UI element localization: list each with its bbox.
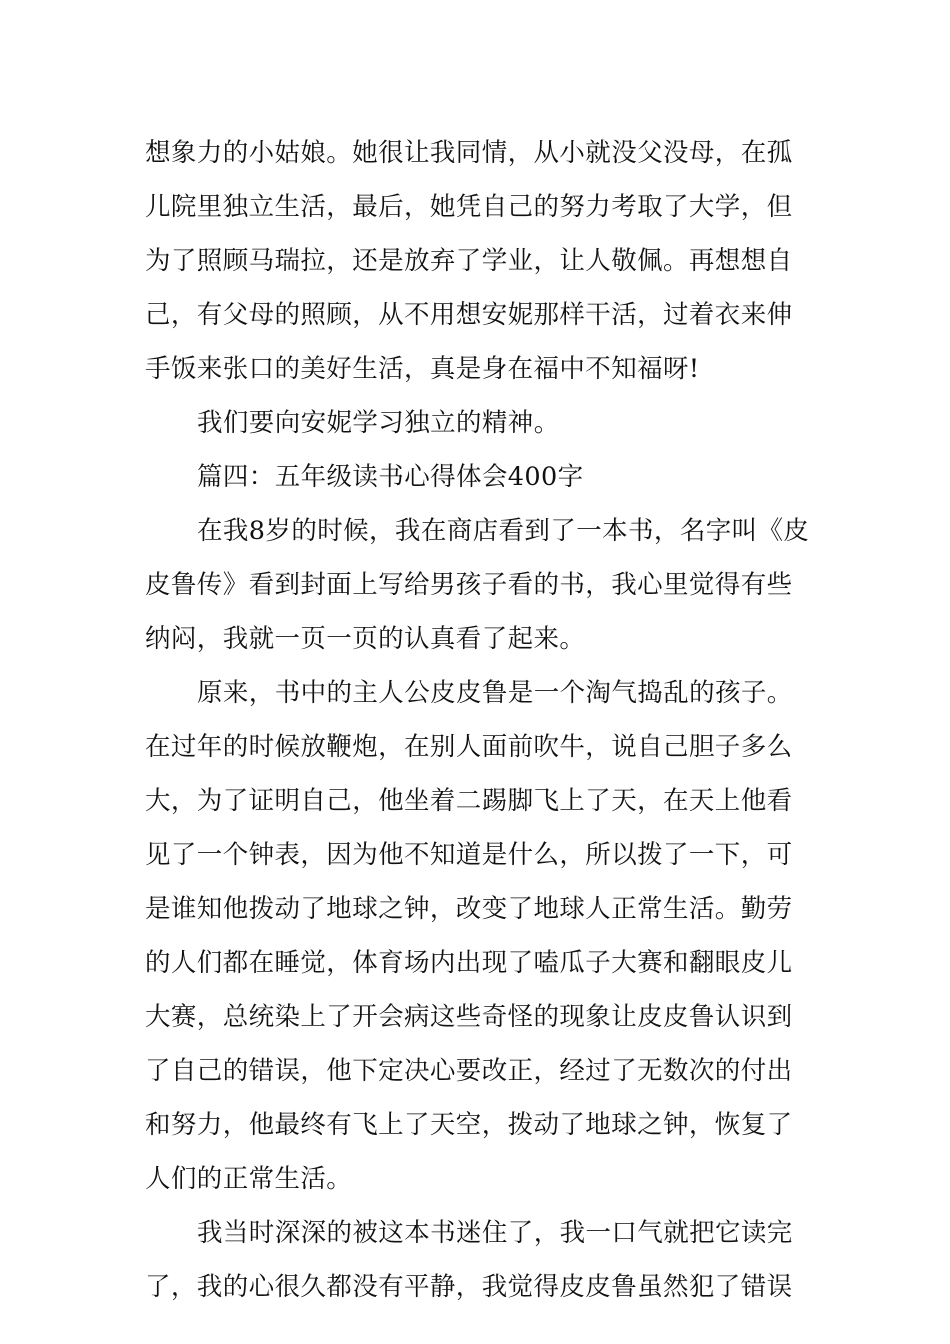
text-line: 己，有父母的照顾，从不用想安妮那样干活，过着衣来伸 — [145, 300, 793, 330]
text-line: 手饭来张口的美好生活，真是身在福中不知福呀! — [145, 354, 700, 384]
text-line: 我当时深深的被这本书迷住了，我一口气就把它读完 — [197, 1218, 793, 1248]
text-line: 了自己的错误，他下定决心要改正，经过了无数次的付出 — [145, 1056, 793, 1086]
text-line: 儿院里独立生活，最后，她凭自己的努力考取了大学，但 — [145, 192, 793, 222]
text-line: 纳闷，我就一页一页的认真看了起来。 — [145, 624, 586, 654]
text-line: 想象力的小姑娘。她很让我同情，从小就没父没母，在孤 — [145, 138, 793, 168]
text-line: 我们要向安妮学习独立的精神。 — [197, 408, 560, 438]
text-line: 大，为了证明自己，他坐着二踢脚飞上了天，在天上他看 — [145, 786, 793, 816]
text-line: 的人们都在睡觉，体育场内出现了嗑瓜子大赛和翻眼皮儿 — [145, 948, 793, 978]
text-line: 人们的正常生活。 — [145, 1164, 353, 1194]
text-line: 原来，书中的主人公皮皮鲁是一个淘气捣乱的孩子。 — [197, 678, 793, 708]
text-line: 为了照顾马瑞拉，还是放弃了学业，让人敬佩。再想想自 — [145, 246, 793, 276]
text-line: 在过年的时候放鞭炮，在别人面前吹牛，说自己胆子多么 — [145, 732, 793, 762]
body-text — [145, 126, 810, 1314]
text-line: 和努力，他最终有飞上了天空，拨动了地球之钟，恢复了 — [145, 1110, 793, 1140]
text-line: 了，我的心很久都没有平静，我觉得皮皮鲁虽然犯了错误 — [145, 1272, 793, 1302]
text-line: 大赛，总统染上了开会病这些奇怪的现象让皮皮鲁认识到 — [145, 1002, 793, 1032]
section-heading: 篇四：五年级读书心得体会400字 — [197, 462, 584, 492]
text-line: 皮鲁传》看到封面上写给男孩子看的书，我心里觉得有些 — [145, 570, 793, 600]
text-line: 见了一个钟表，因为他不知道是什么，所以拨了一下，可 — [145, 840, 793, 870]
text-line: 是谁知他拨动了地球之钟，改变了地球人正常生活。勤劳 — [145, 894, 793, 924]
text-line: 在我8岁的时候，我在商店看到了一本书，名字叫《皮 — [197, 516, 810, 546]
